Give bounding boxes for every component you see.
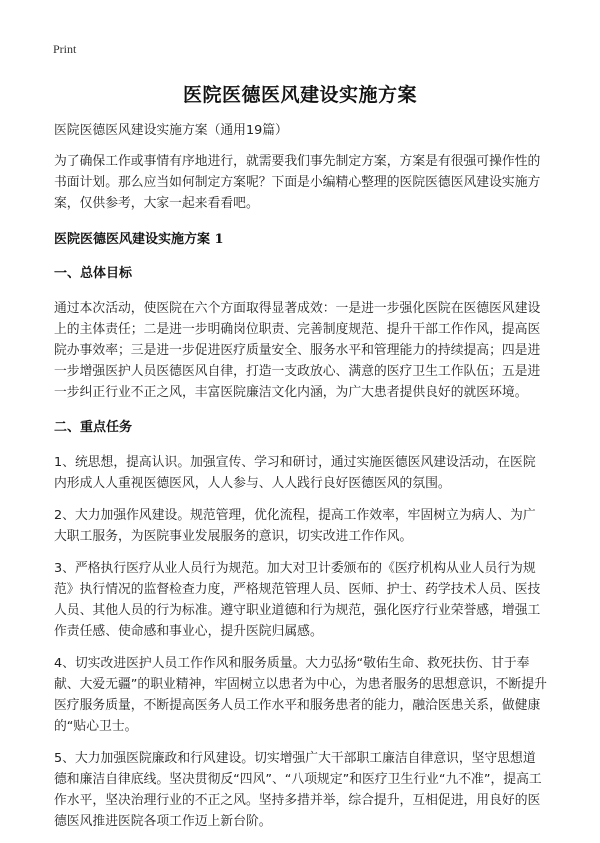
page-title: 医院医德医风建设实施方案 [182,84,417,106]
section-heading-tasks: 二、重点任务 [54,420,133,435]
task-paragraph: 3、严格执行医疗从业人员行为规范。加大对卫计委颁布的《医疗机构从业人员行为规范》执行情况的监督检查力度，严格规范管理人员、医师、护士、药学技术人员、医技人员、其他人员的行为标准。遵守职业道德和行为规范，强化医疗行业荣誉感，增强工作责任感、使命感和事业心，提升医院归属感。 [54,561,541,639]
task-paragraph: 5、大力加强医院廉政和行风建设。切实增强广大干部职工廉洁自律意识，坚守思想道德和廉洁自律底线。坚决贯彻反“四风”、“八项规定”和医疗卫生行业“九不准”，提高工作水平，坚决治理行业的不正之风。坚持多措并举，综合提升，互相促进，用良好的医德医风推进医院各项工作迈上新台阶。 [54,751,542,829]
document-subtitle: 医院医德医风建设实施方案（通用19篇） [54,123,288,138]
print-link[interactable]: Print [53,42,77,56]
plan-heading: 医院医德医风建设实施方案 1 [54,232,224,247]
task-paragraph: 2、大力加强作风建设。规范管理，优化流程，提高工作效率，牢固树立为病人、为广大职工服务，为医院事业发展服务的意识，切实改进工作作风。 [54,508,536,544]
goal-paragraph: 通过本次活动，使医院在六个方面取得显著成效：一是进一步强化医院在医德医风建设上的主体责任；二是进一步明确岗位职责、完善制度规范、提升干部工作作风，提高医院办事效率；三是进一步促进医疗质量安全、服务水平和管理能力的持续提高；四是进一步增强医护人员医德医风自律，打造一支政放心、满意的医疗卫生工作队伍；五是进一步纠正行业不正之风，丰富医院廉洁文化内涵，为广大患者提供良好的就医环境。 [54,301,541,400]
task-paragraph: 4、切实改进医护人员工作作风和服务质量。大力弘扬“敬佑生命、救死扶伤、甘于奉献、大爱无疆”的职业精神，牢固树立以患者为中心，为患者服务的思想意识，不断提升医疗服务质量，不断提高医务人员工作水平和服务患者的能力，融洽医患关系，做健康的“贴心卫士。 [54,656,547,734]
section-heading-goal: 一、总体目标 [54,266,133,281]
task-paragraph: 1、统思想，提高认识。加强宣传、学习和研讨，通过实施医德医风建设活动，在医院内形成人人重视医德医风，人人参与、人人践行良好医德医风的氛围。 [54,455,536,491]
document-body [54,120,548,843]
intro-paragraph: 为了确保工作或事情有序地进行，就需要我们事先制定方案，方案是有很强可操作性的书面计划。那么应当如何制定方案呢？下面是小编精心整理的医院医德医风建设实施方案，仅供参考，大家一起来看看吧。 [54,154,541,211]
